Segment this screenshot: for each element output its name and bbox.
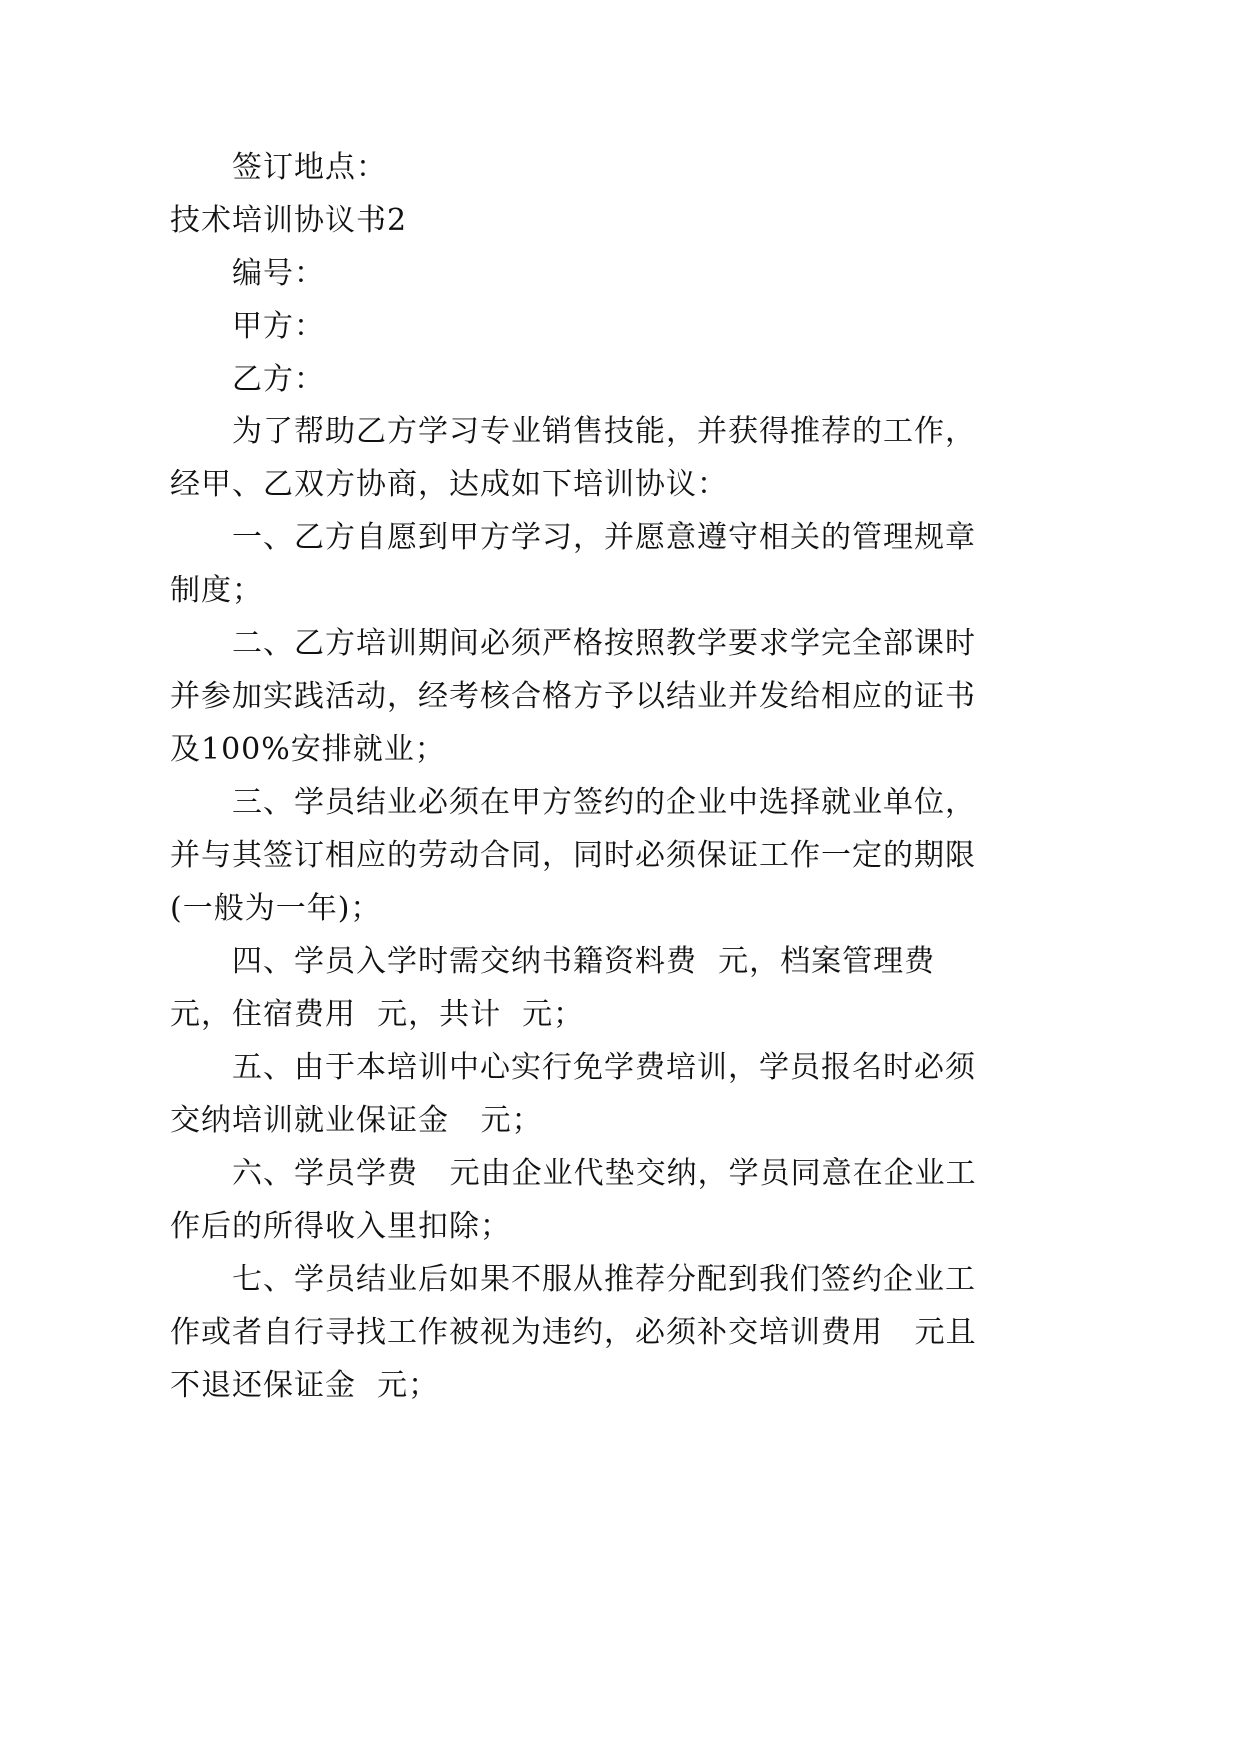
- clause-1-line-2: 制度；: [170, 573, 263, 608]
- clause-4-line-2: 元，住宿费用 元，共计 元；: [170, 997, 585, 1032]
- clause-2-line-3: 及100%安排就业；: [170, 732, 446, 767]
- clause-6-line-2: 作后的所得收入里扣除；: [170, 1209, 511, 1244]
- clause-3-line-1: 三、学员结业必须在甲方签约的企业中选择就业单位，: [232, 785, 976, 820]
- party-a-line: 甲方：: [232, 309, 325, 344]
- clause-1-line-1: 一、乙方自愿到甲方学习，并愿意遵守相关的管理规章: [232, 520, 976, 555]
- clause-5-line-1: 五、由于本培训中心实行免学费培训，学员报名时必须: [232, 1050, 976, 1085]
- clause-7-line-1: 七、学员结业后如果不服从推荐分配到我们签约企业工: [232, 1262, 976, 1297]
- clause-7-line-3: 不退还保证金 元；: [170, 1368, 440, 1403]
- clause-2-line-1: 二、乙方培训期间必须严格按照教学要求学完全部课时: [232, 626, 976, 661]
- signing-place-line: 签订地点：: [232, 150, 387, 185]
- clause-3-line-3: (一般为一年)；: [170, 891, 382, 926]
- clause-5-line-2: 交纳培训就业保证金 元；: [170, 1103, 543, 1138]
- clause-6-line-1: 六、学员学费 元由企业代垫交纳，学员同意在企业工: [232, 1156, 977, 1191]
- clause-3-line-2: 并与其签订相应的劳动合同，同时必须保证工作一定的期限: [170, 838, 976, 873]
- clause-4-line-1: 四、学员入学时需交纳书籍资料费 元，档案管理费: [232, 944, 936, 979]
- intro-paragraph-line-1: 为了帮助乙方学习专业销售技能，并获得推荐的工作，: [232, 414, 976, 449]
- clause-2-line-2: 并参加实践活动，经考核合格方予以结业并发给相应的证书: [170, 679, 976, 714]
- number-line: 编号：: [232, 256, 325, 291]
- party-b-line: 乙方：: [232, 362, 325, 397]
- agreement-title: 技术培训协议书2: [170, 203, 408, 238]
- intro-paragraph-line-2: 经甲、乙双方协商，达成如下培训协议：: [170, 467, 728, 502]
- clause-7-line-2: 作或者自行寻找工作被视为违约，必须补交培训费用 元且: [170, 1315, 977, 1350]
